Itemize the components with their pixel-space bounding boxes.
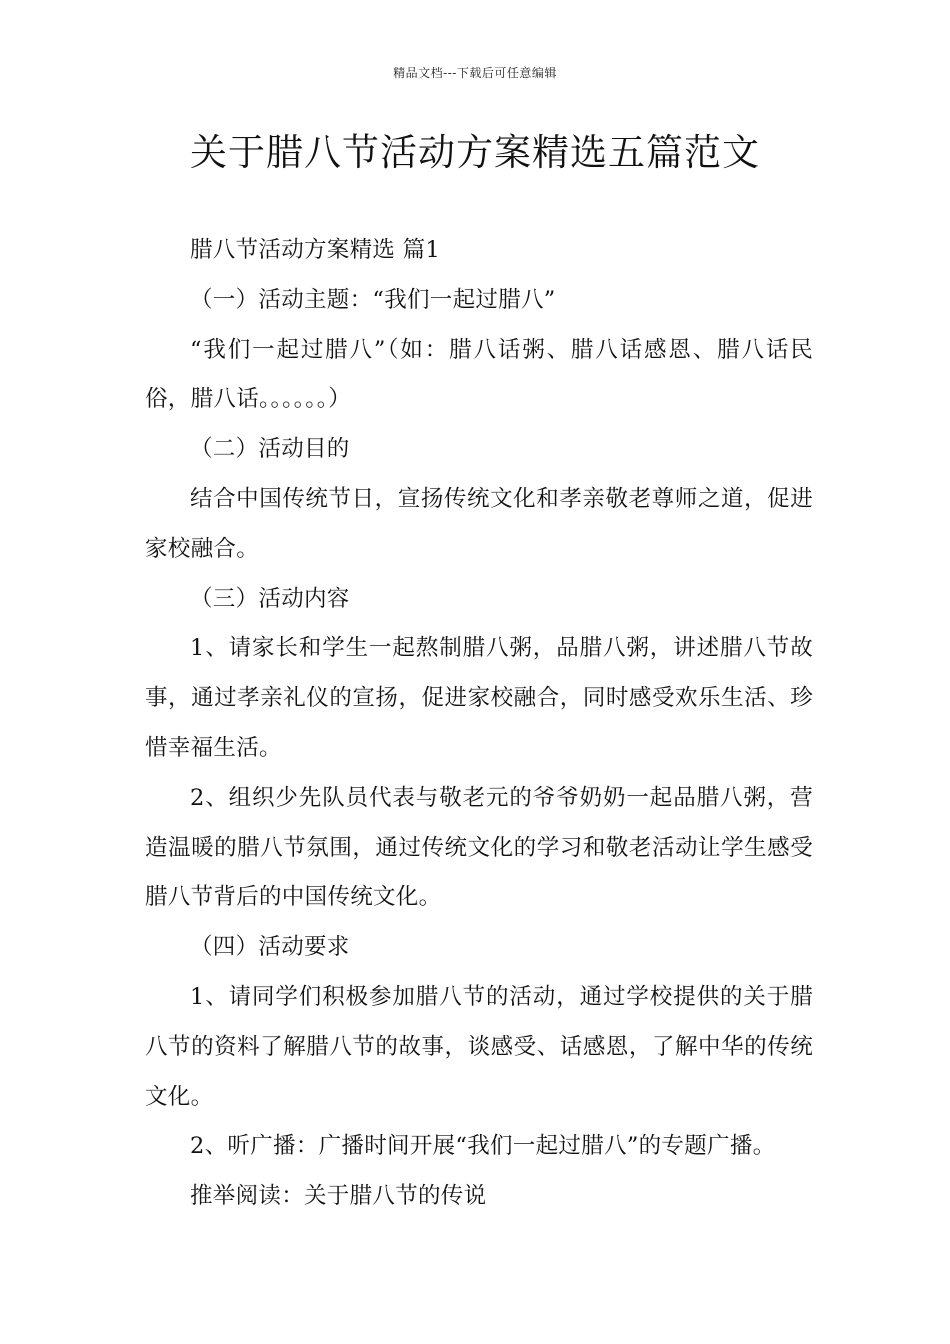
paragraph-section-heading: 腊八节活动方案精选 篇1 [190,237,441,263]
document-title: 关于腊八节活动方案精选五篇范文 [190,131,760,174]
paragraph-requirement-1: 1、请同学们积极参加腊八节的活动，通过学校提供的关于腊八节的资料了解腊八节的故事，谈感受、话感恩，了解中华的传统文化。 [145,983,813,1110]
paragraph-content-heading: （三）活动内容 [190,585,350,612]
paragraph-requirements-heading: （四）活动要求 [190,934,350,961]
header-note: 精品文档---下载后可任意编辑 [393,66,557,80]
paragraph-requirement-2: 2、听广播：广播时间开展“我们一起过腊八”的专题广播。 [190,1133,776,1160]
paragraph-theme-detail: “我们一起过腊八”（如：腊八话粥、腊八话感恩、腊八话民俗，腊八话。。。。。。） [145,336,813,413]
paragraph-content-item-1: 1、请家长和学生一起熬制腊八粥，品腊八粥，讲述腊八节故事，通过孝亲礼仪的宣扬，促进家校融合，同时感受欢乐生活、珍惜幸福生活。 [145,635,813,761]
paragraph-purpose-detail: 结合中国传统节日，宣扬传统文化和孝亲敬老尊师之道，促进家校融合。 [145,485,813,562]
paragraph-purpose-heading: （二）活动目的 [190,436,350,463]
document-body [145,226,813,1222]
paragraph-content-item-2: 2、组织少先队员代表与敬老元的爷爷奶奶一起品腊八粥，营造温暖的腊八节氛围，通过传统文化的学习和敬老活动让学生感受腊八节背后的中国传统文化。 [145,784,813,911]
paragraph-activity-theme: （一）活动主题：“我们一起过腊八” [190,286,556,313]
paragraph-recommended-reading: 推举阅读：关于腊八节的传说 [190,1183,487,1210]
